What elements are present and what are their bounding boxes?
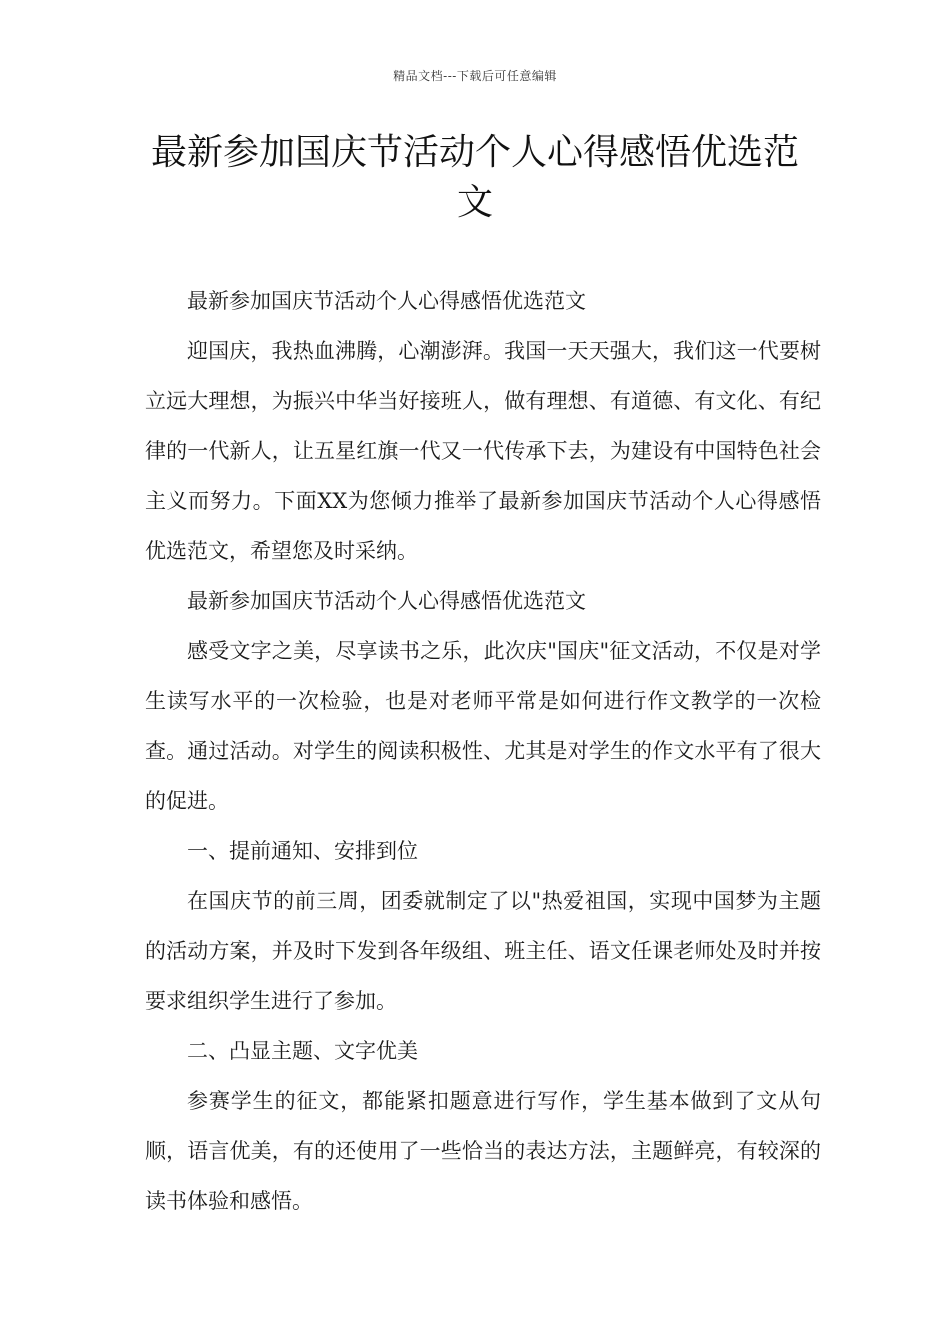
paragraph-intro: 迎国庆，我热血沸腾，心潮澎湃。我国一天天强大，我们这一代要树立远大理想，为振兴中华当好接班人，做有理想、有道德、有文化、有纪律的一代新人，让五星红旗一代又一代传承下去，为建设有中国特色社会主义而努力。下面XX为您倾力推举了最新参加国庆节活动个人心得感悟优选范文，希望您及时采纳。 bbox=[145, 339, 821, 563]
document-body bbox=[145, 276, 821, 1226]
section-heading-2: 二、凸显主题、文字优美 bbox=[187, 1039, 418, 1063]
paragraph-section-2: 参赛学生的征文，都能紧扣题意进行写作，学生基本做到了文从句顺，语言优美，有的还使用了一些恰当的表达方法，主题鲜亮，有较深的读书体验和感悟。 bbox=[145, 1089, 821, 1213]
paragraph-section-1: 在国庆节的前三周，团委就制定了以"热爱祖国，实现中国梦为主题的活动方案，并及时下发到各年级组、班主任、语文任课老师处及时并按要求组织学生进行了参加。 bbox=[145, 889, 821, 1013]
section-heading-1: 一、提前通知、安排到位 bbox=[187, 839, 418, 863]
paragraph-subtitle-repeat: 最新参加国庆节活动个人心得感悟优选范文 bbox=[187, 589, 586, 613]
header-note: 精品文档---下载后可任意编辑 bbox=[393, 69, 557, 83]
paragraph-activity: 感受文字之美，尽享读书之乐，此次庆"国庆"征文活动，不仅是对学生读写水平的一次检验，也是对老师平常是如何进行作文教学的一次检查。通过活动。对学生的阅读积极性、尤其是对学生的作文水平有了很大的促进。 bbox=[145, 639, 821, 813]
paragraph-subtitle: 最新参加国庆节活动个人心得感悟优选范文 bbox=[187, 289, 586, 313]
document-title: 最新参加国庆节活动个人心得感悟优选范文 bbox=[150, 132, 799, 223]
